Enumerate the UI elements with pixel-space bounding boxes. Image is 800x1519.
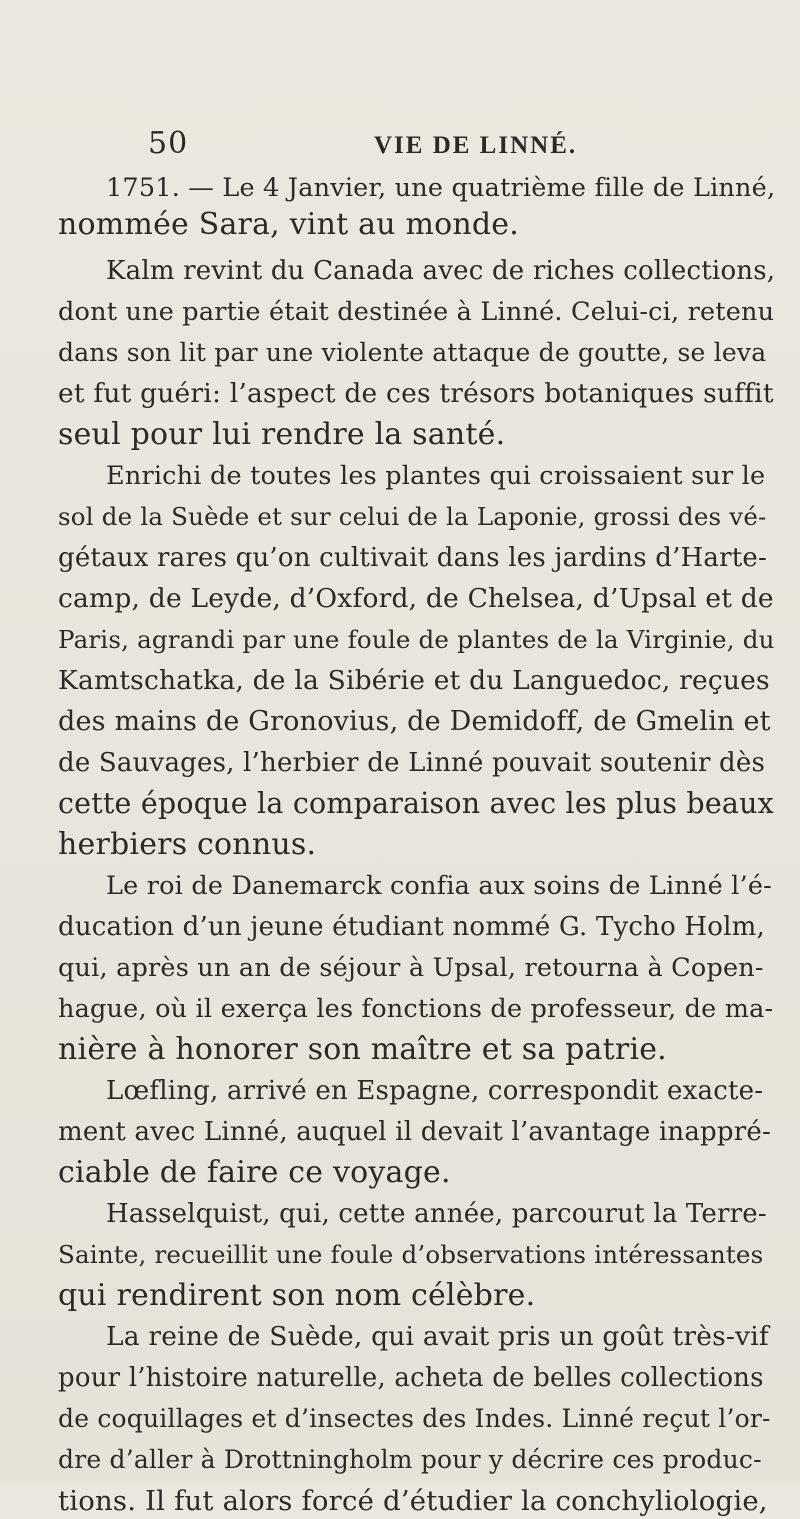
text-line: Hasselquist, qui, cette année, parcourut la Terre- [106,1199,767,1229]
text-line: de Sauvages, l’herbier de Linné pouvait soutenir dès [58,748,766,778]
text-line: pour l’histoire naturelle, acheta de belles collections [58,1363,764,1393]
text-line: hague, où il exerça les fonctions de professeur, de ma- [58,994,774,1024]
text-line: ment avec Linné, auquel il devait l’avantage inappré- [58,1117,771,1147]
running-title: VIE DE LINNÉ. [374,132,578,159]
text-line: gétaux rares qu’on cultivait dans les jardins d’Harte- [58,543,767,573]
text-line: ducation d’un jeune étudiant nommé G. Tycho Holm, [58,912,765,942]
text-line: cette époque la comparaison avec les plus beaux [58,787,774,820]
text-line: dans son lit par une violente attaque de goutte, se leva [58,338,767,367]
text-line: et fut guéri: l’aspect de ces trésors botaniques suffit [58,378,774,409]
text-line: dre d’aller à Drottningholm pour y décrire ces produc- [58,1445,762,1474]
text-line: Kalm revint du Canada avec de riches collections, [106,256,776,286]
page-number: 50 [148,126,189,161]
text-line: Le roi de Danemarck confia aux soins de Linné l’é- [106,871,772,901]
text-line: herbiers connus. [58,827,317,862]
text-line: Kamtschatka, de la Sibérie et du Languedoc, reçues [58,665,770,696]
text-line: camp, de Leyde, d’Oxford, de Chelsea, d’Upsal et de [58,583,774,614]
text-line: ciable de faire ce voyage. [58,1155,451,1190]
text-line: Sainte, recueillit une foule d’observations intéressantes [58,1240,764,1269]
text-line: Lœfling, arrivé en Espagne, correspondit exacte- [106,1076,764,1106]
text-line: sol de la Suède et sur celui de la Laponie, grossi des vé- [58,502,767,531]
text-line: 1751. — Le 4 Janvier, une quatrième fille de Linné, [106,173,776,203]
text-line: dont une partie était destinée à Linné. Celui-ci, retenu [58,297,775,327]
text-line: tions. Il fut alors forcé d’étudier la conchyliologie, [58,1485,768,1517]
text-line: seul pour lui rendre la santé. [58,417,506,452]
text-line: La reine de Suède, qui avait pris un goût très-vif [106,1321,769,1352]
text-line: des mains de Gronovius, de Demidoff, de Gmelin et [58,706,771,737]
text-line: de coquillages et d’insectes des Indes. Linné reçut l’or- [58,1404,771,1433]
page-header [148,126,788,166]
text-line: Enrichi de toutes les plantes qui croissaient sur le [106,461,766,491]
text-line: nommée Sara, vint au monde. [58,207,519,242]
text-line: Paris, agrandi par une foule de plantes de la Virginie, du [58,625,775,654]
text-line: qui rendirent son nom célèbre. [58,1278,536,1313]
text-line: nière à honorer son maître et sa patrie. [58,1032,667,1067]
text-line: qui, après un an de séjour à Upsal, retourna à Copen- [58,953,764,983]
